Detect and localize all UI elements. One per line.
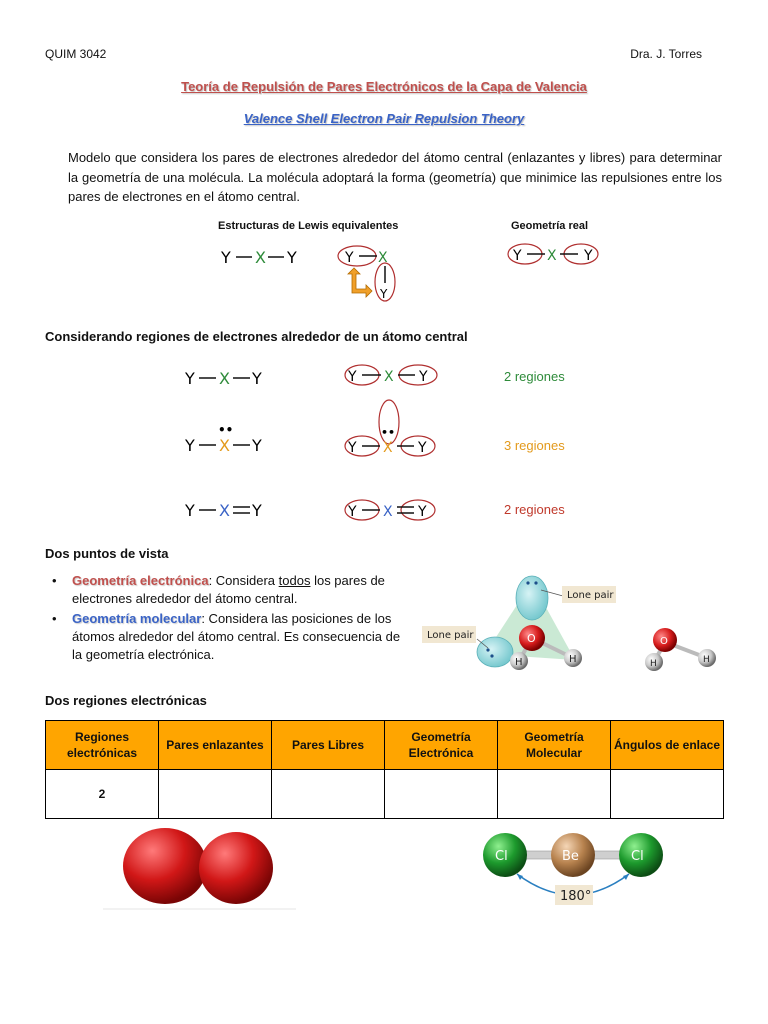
table-header: Ángulos de enlace [611,721,724,770]
hydrogen-label: H [650,659,657,669]
regions-diagram [0,350,768,530]
row3-y-left: Y [185,501,195,520]
electron-dot [534,581,537,584]
lone-pair-lobe [516,576,548,620]
real-y-left: Y [513,248,522,264]
course-code: QUIM 3042 [45,47,107,61]
angle-label: 180° [560,889,592,904]
bullet-molecular [50,610,405,664]
title-spanish-text: Teoría de Repulsión de Pares Electrónicos de la Capa de Valencia [181,79,587,94]
lewis-y-bent: Y [345,250,354,266]
electronic-post: los pares de electrones alrededor del átomo central. [72,573,385,606]
table-header: Pares Libres [272,721,385,770]
region-label-1: 2 regiones [504,369,565,384]
oxygen-label: O [660,636,668,647]
row2-x: X [219,436,230,455]
table-cell [498,770,611,819]
row3-x-ellipse: X [383,504,393,520]
lewis-diagram [0,0,768,320]
table-header: Geometría Electrónica [385,721,498,770]
chlorine-label-right: Cl [631,849,644,864]
table-cell [611,770,724,819]
row2-lone-pair-ellipse: •• [381,426,396,439]
real-y-right: Y [584,248,593,264]
two-regions-heading: Dos regiones electrónicas [45,693,207,708]
row2-y-right-ellipse: Y [418,440,427,456]
electronic-underlined: todos [278,573,311,588]
table-cell: 2 [46,770,159,819]
table-row [46,770,724,819]
arrow-icon [348,268,372,297]
water-model-image [420,572,750,680]
bullet-marker: • [52,611,57,626]
lewis-y-down: Y [380,287,388,301]
table-header: Pares enlazantes [159,721,272,770]
hydrogen-label: H [703,655,710,665]
vsepr-table [45,720,724,819]
molecular-text: : Considera las posiciones de los átomos alrededor del átomo central. Es consecuencia de la geometría electrónica. [72,611,401,662]
title-english-text: Valence Shell Electron Pair Repulsion Theory [243,111,525,126]
hydrogen-label: H [569,654,577,665]
table-cell [272,770,385,819]
arrowhead-icon [517,874,523,880]
row2-y-left: Y [185,436,195,455]
balloon-left [123,828,207,904]
lewis-y-left: Y [221,248,231,267]
region-label-3: 2 regiones [504,502,565,517]
row1-y-left-ellipse: Y [348,369,357,385]
balloon-right [199,832,273,904]
viewpoints-heading: Dos puntos de vista [45,546,169,561]
region-label-2: 3 regiones [504,438,565,453]
arrowhead-icon [623,874,629,880]
row3-y-left-ellipse: Y [348,504,357,520]
electron-dot [526,581,529,584]
becl2-model-image [481,818,671,918]
lewis-structures-label: Estructuras de Lewis equivalentes [218,220,399,232]
electronic-pre: : Considera [208,573,279,588]
row2-x-ellipse: X [383,440,393,456]
electron-dot [490,654,493,657]
chlorine-label-left: Cl [495,849,508,864]
viewpoints-list [50,572,405,666]
term-electronic-geometry: Geometría electrónica [72,573,209,588]
table-header: Regiones electrónicas [46,721,159,770]
lewis-y-right: Y [287,248,297,267]
intro-paragraph: Modelo que considera los pares de electrones alrededor del átomo central (enlazantes y libres) para determinar la geometría de una molécula. La molécula adoptará la forma (geometría) que minimice las repulsiones entre los pares de electrones en el átomo central. [68,150,722,204]
oxygen-label: O [527,632,536,645]
lewis-x-bent: X [378,250,388,266]
beryllium-label: Be [562,849,579,864]
bullet-electronic [50,572,405,608]
real-x-center: X [547,248,557,264]
table-header-row [46,721,724,770]
row3-x: X [219,501,230,520]
row1-y-right: Y [252,369,262,388]
lewis-x-center: X [255,248,266,267]
real-geometry-label: Geometría real [511,220,589,232]
row1-x-ellipse: X [384,369,394,385]
table-cell [385,770,498,819]
lone-pair-label-left: Lone pair [427,630,474,641]
row2-lone-pair: •• [218,423,234,437]
regions-heading: Considerando regiones de electrones alrededor de un átomo central [45,329,468,344]
row1-x: X [219,369,230,388]
bullet-marker: • [52,573,57,588]
row3-y-right: Y [252,501,262,520]
electron-dot [486,648,489,651]
table-header: Geometría Molecular [498,721,611,770]
row1-y-right-ellipse: Y [419,369,428,385]
row1-y-left: Y [185,369,195,388]
table-cell [159,770,272,819]
row2-y-left-ellipse: Y [348,440,357,456]
lone-pair-lobe [477,637,513,667]
row2-y-right: Y [252,436,262,455]
lone-pair-label-top: Lone pair [567,590,614,601]
row3-y-right-ellipse: Y [418,504,427,520]
balloon-model-image [103,822,296,912]
author-name: Dra. J. Torres [630,47,702,61]
term-molecular-geometry: Geometría molecular [72,611,202,626]
hydrogen-label: H [515,657,523,668]
